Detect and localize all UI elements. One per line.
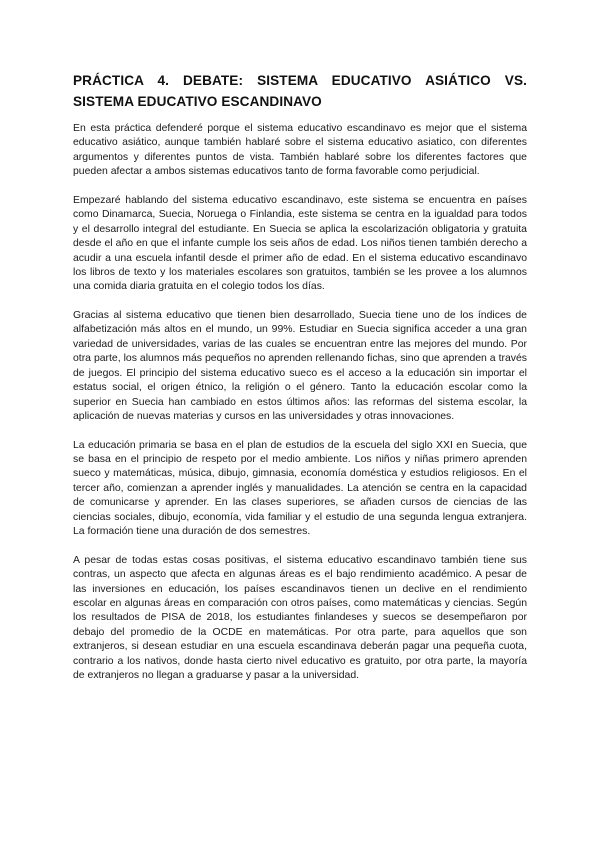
paragraph-sweden-literacy: Gracias al sistema educativo que tienen bien desarrollado, Suecia tiene uno de los índices de alfabetización más altos en el mundo, un 99%. Estudiar en Suecia significa acceder a una gran variedad de universidades, varias de las cuales se encuentran entre las mejores del mundo. Por otra parte, los alumnos más pequeños no aprenden rellenando fichas, sino que aprenden a través de juegos. El principio del sistema educativo sueco es el acceso a la educación sin importar el estatus social, el origen étnico, la religión o el género. Tanto la educación escolar como la superior en Suecia han cambiado en estos últimos años: las reformas del sistema escolar, la aplicación de nuevas materias y cursos en las universidades y otras innovaciones. (73, 310, 527, 422)
paragraph-scandinavian-system: Empezaré hablando del sistema educativo escandinavo, este sistema se encuentra en países como Dinamarca, Suecia, Noruega o Finlandia, este sistema se centra en la igualdad para todos y el desarrollo integral del estudiante. En Suecia se aplica la escolarización obligatoria y gratuita desde el año en que el infante cumple los seis años de edad. Los niños tienen también derecho a acudir a una escuela infantil desde el primer año de edad. En el sistema educativo escandinavo los libros de texto y los materiales escolares son gratuitos, también se les provee a los alumnos una comida diaria gratuita en el colegio todos los días. (73, 194, 527, 293)
paragraph-primary-education: La educación primaria se basa en el plan de estudios de la escuela del siglo XXI en Suecia, que se basa en el principio de respeto por el medio ambiente. Los niños y niñas primero aprenden sueco y matemáticas, música, dibujo, gimnasia, economía doméstica y estudios religiosos. En el tercer año, comienzan a aprender inglés y manualidades. La atención se centra en la capacidad de comunicarse y aprender. En las clases superiores, se añaden cursos de ciencias de las ciencias sociales, dibujo, economía, vida familiar y el estudio de una segunda lengua extranjera. La formación tiene una duración de dos semestres. (73, 439, 527, 538)
document-title: PRÁCTICA 4. DEBATE: SISTEMA EDUCATIVO ASIÁTICO VS. SISTEMA EDUCATIVO ESCANDINAVO (73, 73, 527, 109)
paragraph-intro: En esta práctica defenderé porque el sistema educativo escandinavo es mejor que el sistema educativo asiático, aunque también hablaré sobre el sistema educativo asiatico, con diferentes argumentos y diferentes puntos de vista. También hablaré sobre los diferentes factores que pueden afectar a ambos sistemas educativos tanto de forma favorable como perjudicial. (73, 123, 527, 178)
document-page (73, 70, 527, 698)
paragraph-drawbacks: A pesar de todas estas cosas positivas, el sistema educativo escandinavo también tiene sus contras, un aspecto que afecta en algunas áreas es el bajo rendimiento académico. A pesar de las inversiones en educación, los países escandinavos tienen un declive en el rendimiento escolar en algunas áreas en comparación con otros países, como matemáticas y ciencias. Según los resultados de PISA de 2018, los estudiantes finlandeses y suecos se desempeñaron por debajo del promedio de la OCDE en matemáticas. Por otra parte, para aquellos que son extranjeros, si desean estudiar en una escuela escandinava deberán pagar una pequeña cuota, contrario a los nativos, donde hasta cierto nivel educativo es gratuito, por otra parte, la mayoría de extranjeros no llegan a graduarse y pasar a la universidad. (73, 554, 527, 681)
